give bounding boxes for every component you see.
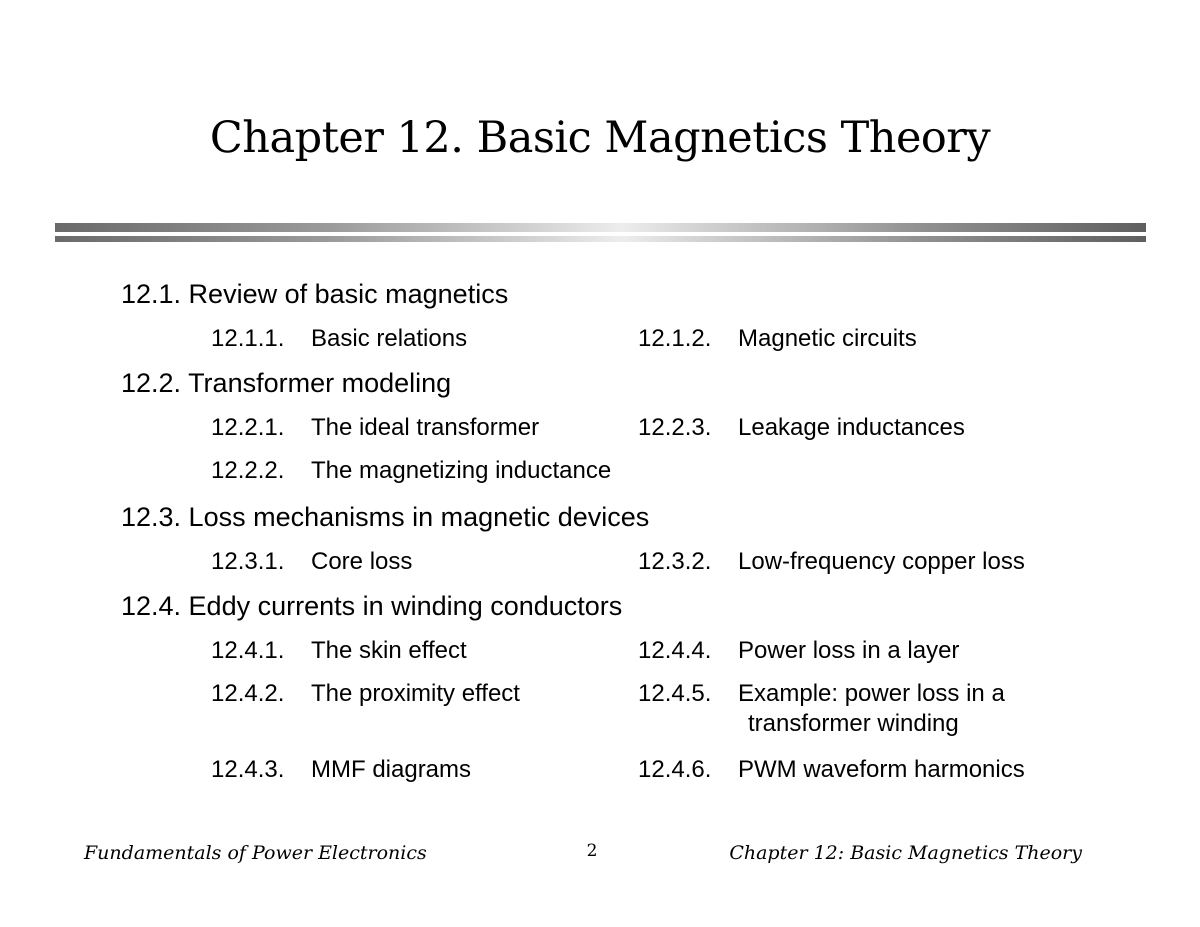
subsection-title: The skin effect: [311, 637, 467, 664]
subsection-12-4-1: [211, 636, 467, 666]
subsection-12-3-1: [211, 547, 412, 577]
subsection-12-2-3: [638, 413, 965, 443]
subsection-title: Magnetic circuits: [738, 325, 917, 352]
subsection-title: Power loss in a layer: [738, 637, 960, 664]
subsection-title: Core loss: [311, 548, 413, 575]
subsection-number: 12.4.3.: [211, 756, 285, 783]
footer-book-title: Fundamentals of Power Electronics: [84, 842, 427, 864]
subsection-12-1-1: [211, 324, 467, 354]
footer-page-number: 2: [586, 841, 598, 861]
subsection-title: Basic relations: [311, 325, 468, 352]
subsection-title: MMF diagrams: [311, 756, 472, 783]
subsection-12-4-5: [638, 679, 1005, 739]
subsection-number: 12.4.4.: [638, 637, 712, 664]
subsection-number: 12.4.5.: [638, 680, 712, 707]
subsection-12-3-2: [638, 547, 1025, 577]
subsection-title: PWM waveform harmonics: [738, 756, 1025, 783]
section-heading-12-2: 12.2. Transformer modeling: [121, 368, 452, 398]
subsection-12-4-3: [211, 755, 471, 785]
subsection-number: 12.3.1.: [211, 548, 285, 575]
subsection-12-4-2: [211, 679, 520, 709]
subsection-title: The magnetizing inductance: [311, 457, 612, 484]
subsection-title-continuation: transformer winding: [748, 710, 959, 737]
subsection-12-4-6: [638, 755, 1025, 785]
section-heading-12-3: 12.3. Loss mechanisms in magnetic devices: [121, 502, 650, 532]
subsection-number: 12.2.3.: [638, 414, 712, 441]
subsection-12-4-4: [638, 636, 959, 666]
subsection-number: 12.1.1.: [211, 325, 285, 352]
subsection-number: 12.4.6.: [638, 756, 712, 783]
subsection-title: Leakage inductances: [738, 414, 965, 441]
section-heading-12-4: 12.4. Eddy currents in winding conductors: [121, 591, 623, 621]
footer-chapter-title: Chapter 12: Basic Magnetics Theory: [729, 842, 1082, 864]
section-heading-12-1: 12.1. Review of basic magnetics: [121, 279, 509, 309]
subsection-number: 12.2.2.: [211, 457, 285, 484]
slide-title: Chapter 12. Basic Magnetics Theory: [209, 113, 991, 163]
subsection-title: Example: power loss in a: [738, 680, 1005, 707]
subsection-number: 12.1.2.: [638, 325, 712, 352]
subsection-12-1-2: [638, 324, 917, 354]
subsection-number: 12.2.1.: [211, 414, 285, 441]
subsection-title: Low-frequency copper loss: [738, 548, 1025, 575]
subsection-title: The ideal transformer: [311, 414, 540, 441]
subsection-12-2-2: [211, 456, 611, 486]
subsection-number: 12.4.1.: [211, 637, 285, 664]
subsection-number: 12.3.2.: [638, 548, 712, 575]
subsection-number: 12.4.2.: [211, 680, 285, 707]
subsection-title: The proximity effect: [311, 680, 520, 707]
subsection-12-2-1: [211, 413, 539, 443]
